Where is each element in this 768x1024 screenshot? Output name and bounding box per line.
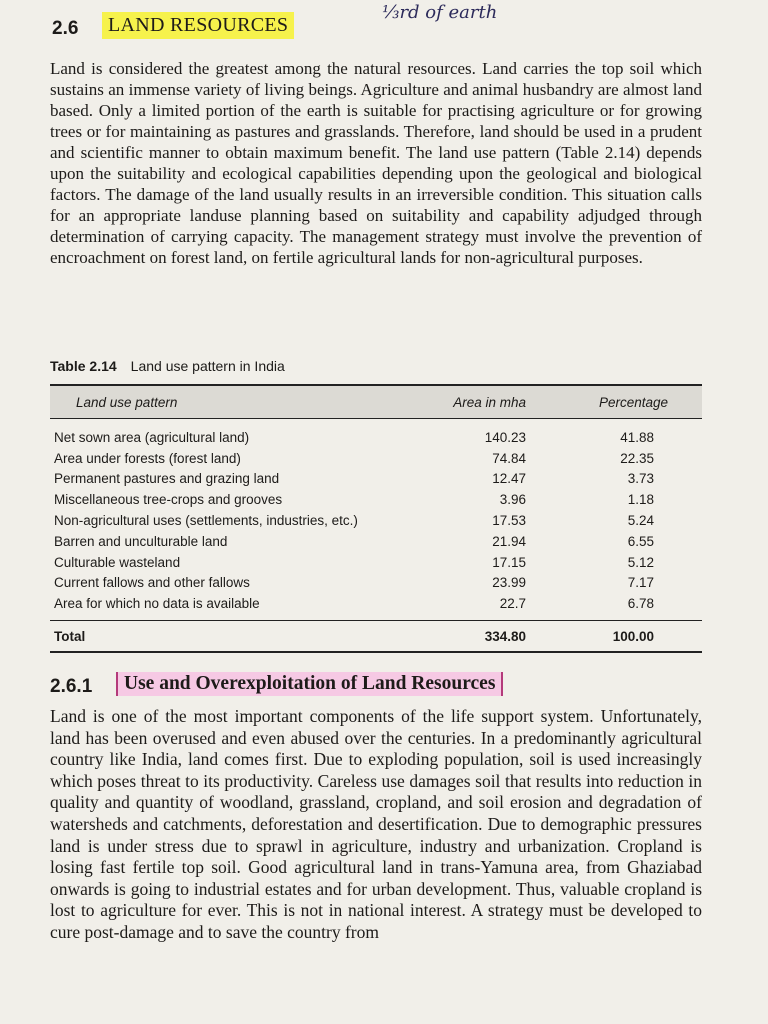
table-row <box>50 469 702 490</box>
table-cell: 6.78 <box>627 596 654 612</box>
table-cell: 17.15 <box>492 554 526 570</box>
table-cell: Culturable wasteland <box>54 554 181 570</box>
table-row <box>50 489 702 510</box>
table-row <box>50 531 702 552</box>
intro-paragraph: Land is considered the greatest among the natural resources. Land carries the top soil which sustains an immense variety of living beings. Agriculture and animal husbandry are almost land based. Only a limited portion of the earth is suitable for practising agriculture or for growing trees or for maintaining as pastures and grasslands. Therefore, land should be used in a prudent and scientific manner to obtain maximum benefit. The land use pattern (Table 2.14) depends upon the suitability and ecological capabilities depending upon the geological and biological factors. The damage of the land usually results in an irreversible condition. This situation calls for an appropriate landuse planning based on suitability and capability adjudged through determination of carrying capacity. The management strategy must involve the prevention of encroachment on forest land, on fertile agricultural lands for non-agricultural purposes. <box>50 59 702 267</box>
table-cell: 22.35 <box>620 450 654 466</box>
table-cell: 1.18 <box>627 492 654 508</box>
table-cell: 6.55 <box>627 533 654 549</box>
column-header: Percentage <box>554 385 702 419</box>
section-number: 2.6 <box>52 18 79 39</box>
section-heading <box>52 2 752 42</box>
table-row <box>50 593 702 620</box>
table-cell: Permanent pastures and grazing land <box>54 471 280 487</box>
table-row <box>50 419 702 448</box>
table-cell: 140.23 <box>484 429 526 445</box>
subsection-number: 2.6.1 <box>50 676 93 697</box>
column-header: Area in mha <box>415 385 554 419</box>
table-cell: Miscellaneous tree-crops and grooves <box>54 492 283 508</box>
table-cell: 22.7 <box>499 596 526 612</box>
table-cell: 7.17 <box>627 575 654 591</box>
table-cell: 100.00 <box>554 621 702 653</box>
table-cell: Net sown area (agricultural land) <box>54 429 250 445</box>
table-row <box>50 552 702 573</box>
table-row <box>50 510 702 531</box>
table-cell: Non-agricultural uses (settlements, industries, etc.) <box>54 513 358 529</box>
table-row <box>50 573 702 594</box>
section-title: LAND RESOURCES <box>102 12 294 39</box>
table-cell: Current fallows and other fallows <box>54 575 250 591</box>
table-cell: 3.96 <box>499 492 526 508</box>
body-paragraph: Land is one of the most important components of the life support system. Unfortunately, land has been overused and even abused over the centuries. In a predominantly agricultural country like India, land comes first. Due to exploding population, soil is used increasingly which poses threat to its productivity. Careless use damages soil that results into reduction in quality and quantity of woodland, grassland, cropland, and soil erosion and degradation of watersheds and catchments, deforestation and desertification. Due to demographic pressures land is under stress due to sprawl in agriculture, industry and urbanization. Cropland is losing fast fertile top soil. Good agricultural land in trans-Yamuna area, from Ghaziabad onwards is going to industrial estates and for urban development. Thus, valuable cropland is lost to agriculture for ever. This is not in national interest. A strategy must be developed to cure post-damage and to save the country from <box>50 706 702 942</box>
table-row <box>50 448 702 469</box>
table-caption <box>50 358 285 374</box>
column-header: Land use pattern <box>50 385 415 419</box>
table-cell: 3.73 <box>627 471 654 487</box>
table-cell: 5.12 <box>627 554 654 570</box>
table-label: Table 2.14 <box>50 358 117 374</box>
handwritten-note: ⅓rd of earth <box>382 2 498 23</box>
table-cell: 12.47 <box>492 471 526 487</box>
table-cell: 21.94 <box>492 533 526 549</box>
table-cell: 17.53 <box>492 513 526 529</box>
table-cell: Total <box>50 621 415 653</box>
table-caption-text: Land use pattern in India <box>130 358 285 374</box>
table-cell: Area under forests (forest land) <box>54 450 241 466</box>
table-cell: 5.24 <box>627 513 654 529</box>
table-header-row <box>50 385 702 419</box>
table-cell: 23.99 <box>492 575 526 591</box>
subsection-heading <box>50 672 710 700</box>
table-cell: 74.84 <box>492 450 526 466</box>
table-cell: 41.88 <box>620 429 654 445</box>
table-cell: 334.80 <box>415 621 554 653</box>
table-cell: Barren and unculturable land <box>54 533 228 549</box>
land-use-table <box>50 384 702 653</box>
table-total-row <box>50 621 702 653</box>
table-cell: Area for which no data is available <box>54 596 260 612</box>
subsection-title: Use and Overexploitation of Land Resources <box>116 672 503 696</box>
